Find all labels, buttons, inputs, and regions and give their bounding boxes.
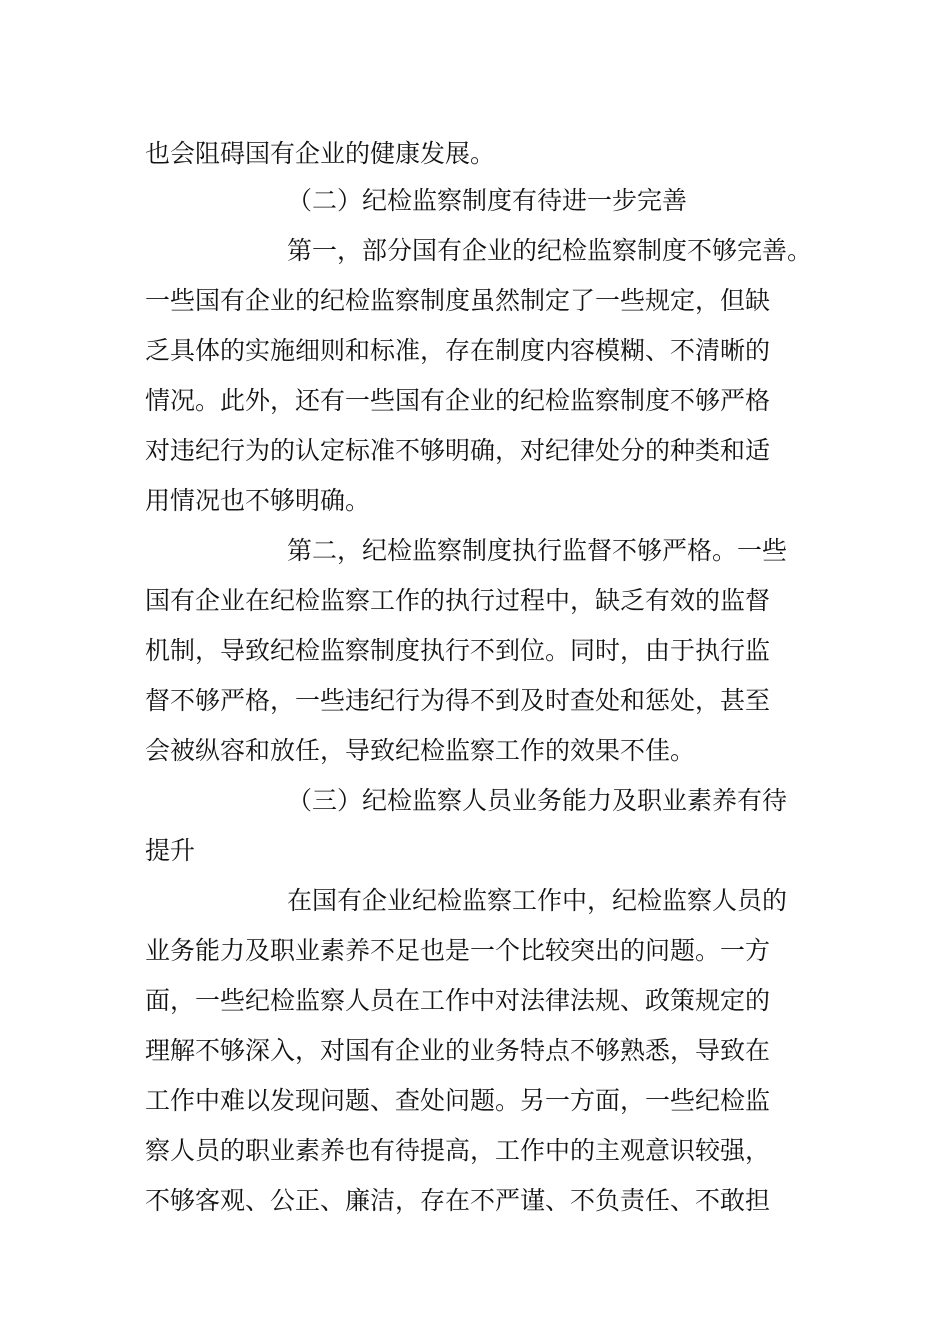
text-line: 机制，导致纪检监察制度执行不到位。同时，由于执行监 xyxy=(145,636,771,665)
text-line: 国有企业在纪检监察工作的执行过程中，缺乏有效的监督 xyxy=(145,586,771,615)
text-line: 理解不够深入，对国有企业的业务特点不够熟悉，导致在 xyxy=(145,1036,771,1065)
text-line: 察人员的职业素养也有待提高，工作中的主观意识较强， xyxy=(145,1136,771,1165)
text-line: 第二，纪检监察制度执行监督不够严格。一些 xyxy=(287,536,788,565)
text-line: 对违纪行为的认定标准不够明确，对纪律处分的种类和适 xyxy=(145,436,771,465)
text-line: 乏具体的实施细则和标准，存在制度内容模糊、不清晰的 xyxy=(145,336,771,365)
text-line: 在国有企业纪检监察工作中，纪检监察人员的 xyxy=(287,886,788,915)
text-line: 工作中难以发现问题、查处问题。另一方面，一些纪检监 xyxy=(145,1086,771,1115)
text-line: 督不够严格，一些违纪行为得不到及时查处和惩处，甚至 xyxy=(145,686,771,715)
text-line: 第一，部分国有企业的纪检监察制度不够完善。 xyxy=(287,236,813,265)
text-line: 情况。此外，还有一些国有企业的纪检监察制度不够严格 xyxy=(145,386,771,415)
section-heading-continuation: 提升 xyxy=(145,836,196,865)
section-heading: （二）纪检监察制度有待进一步完善 xyxy=(287,186,688,215)
text-line: 不够客观、公正、廉洁，存在不严谨、不负责任、不敢担 xyxy=(145,1186,771,1215)
text-line: 会被纵容和放任，导致纪检监察工作的效果不佳。 xyxy=(145,736,696,765)
text-line: 面，一些纪检监察人员在工作中对法律法规、政策规定的 xyxy=(145,986,771,1015)
text-line: 业务能力及职业素养不足也是一个比较突出的问题。一方 xyxy=(145,936,771,965)
section-heading: （三）纪检监察人员业务能力及职业素养有待 xyxy=(287,786,788,815)
text-line: 用情况也不够明确。 xyxy=(145,486,371,515)
text-line: 一些国有企业的纪检监察制度虽然制定了一些规定，但缺 xyxy=(145,286,771,315)
text-line: 也会阻碍国有企业的健康发展。 xyxy=(145,139,496,168)
